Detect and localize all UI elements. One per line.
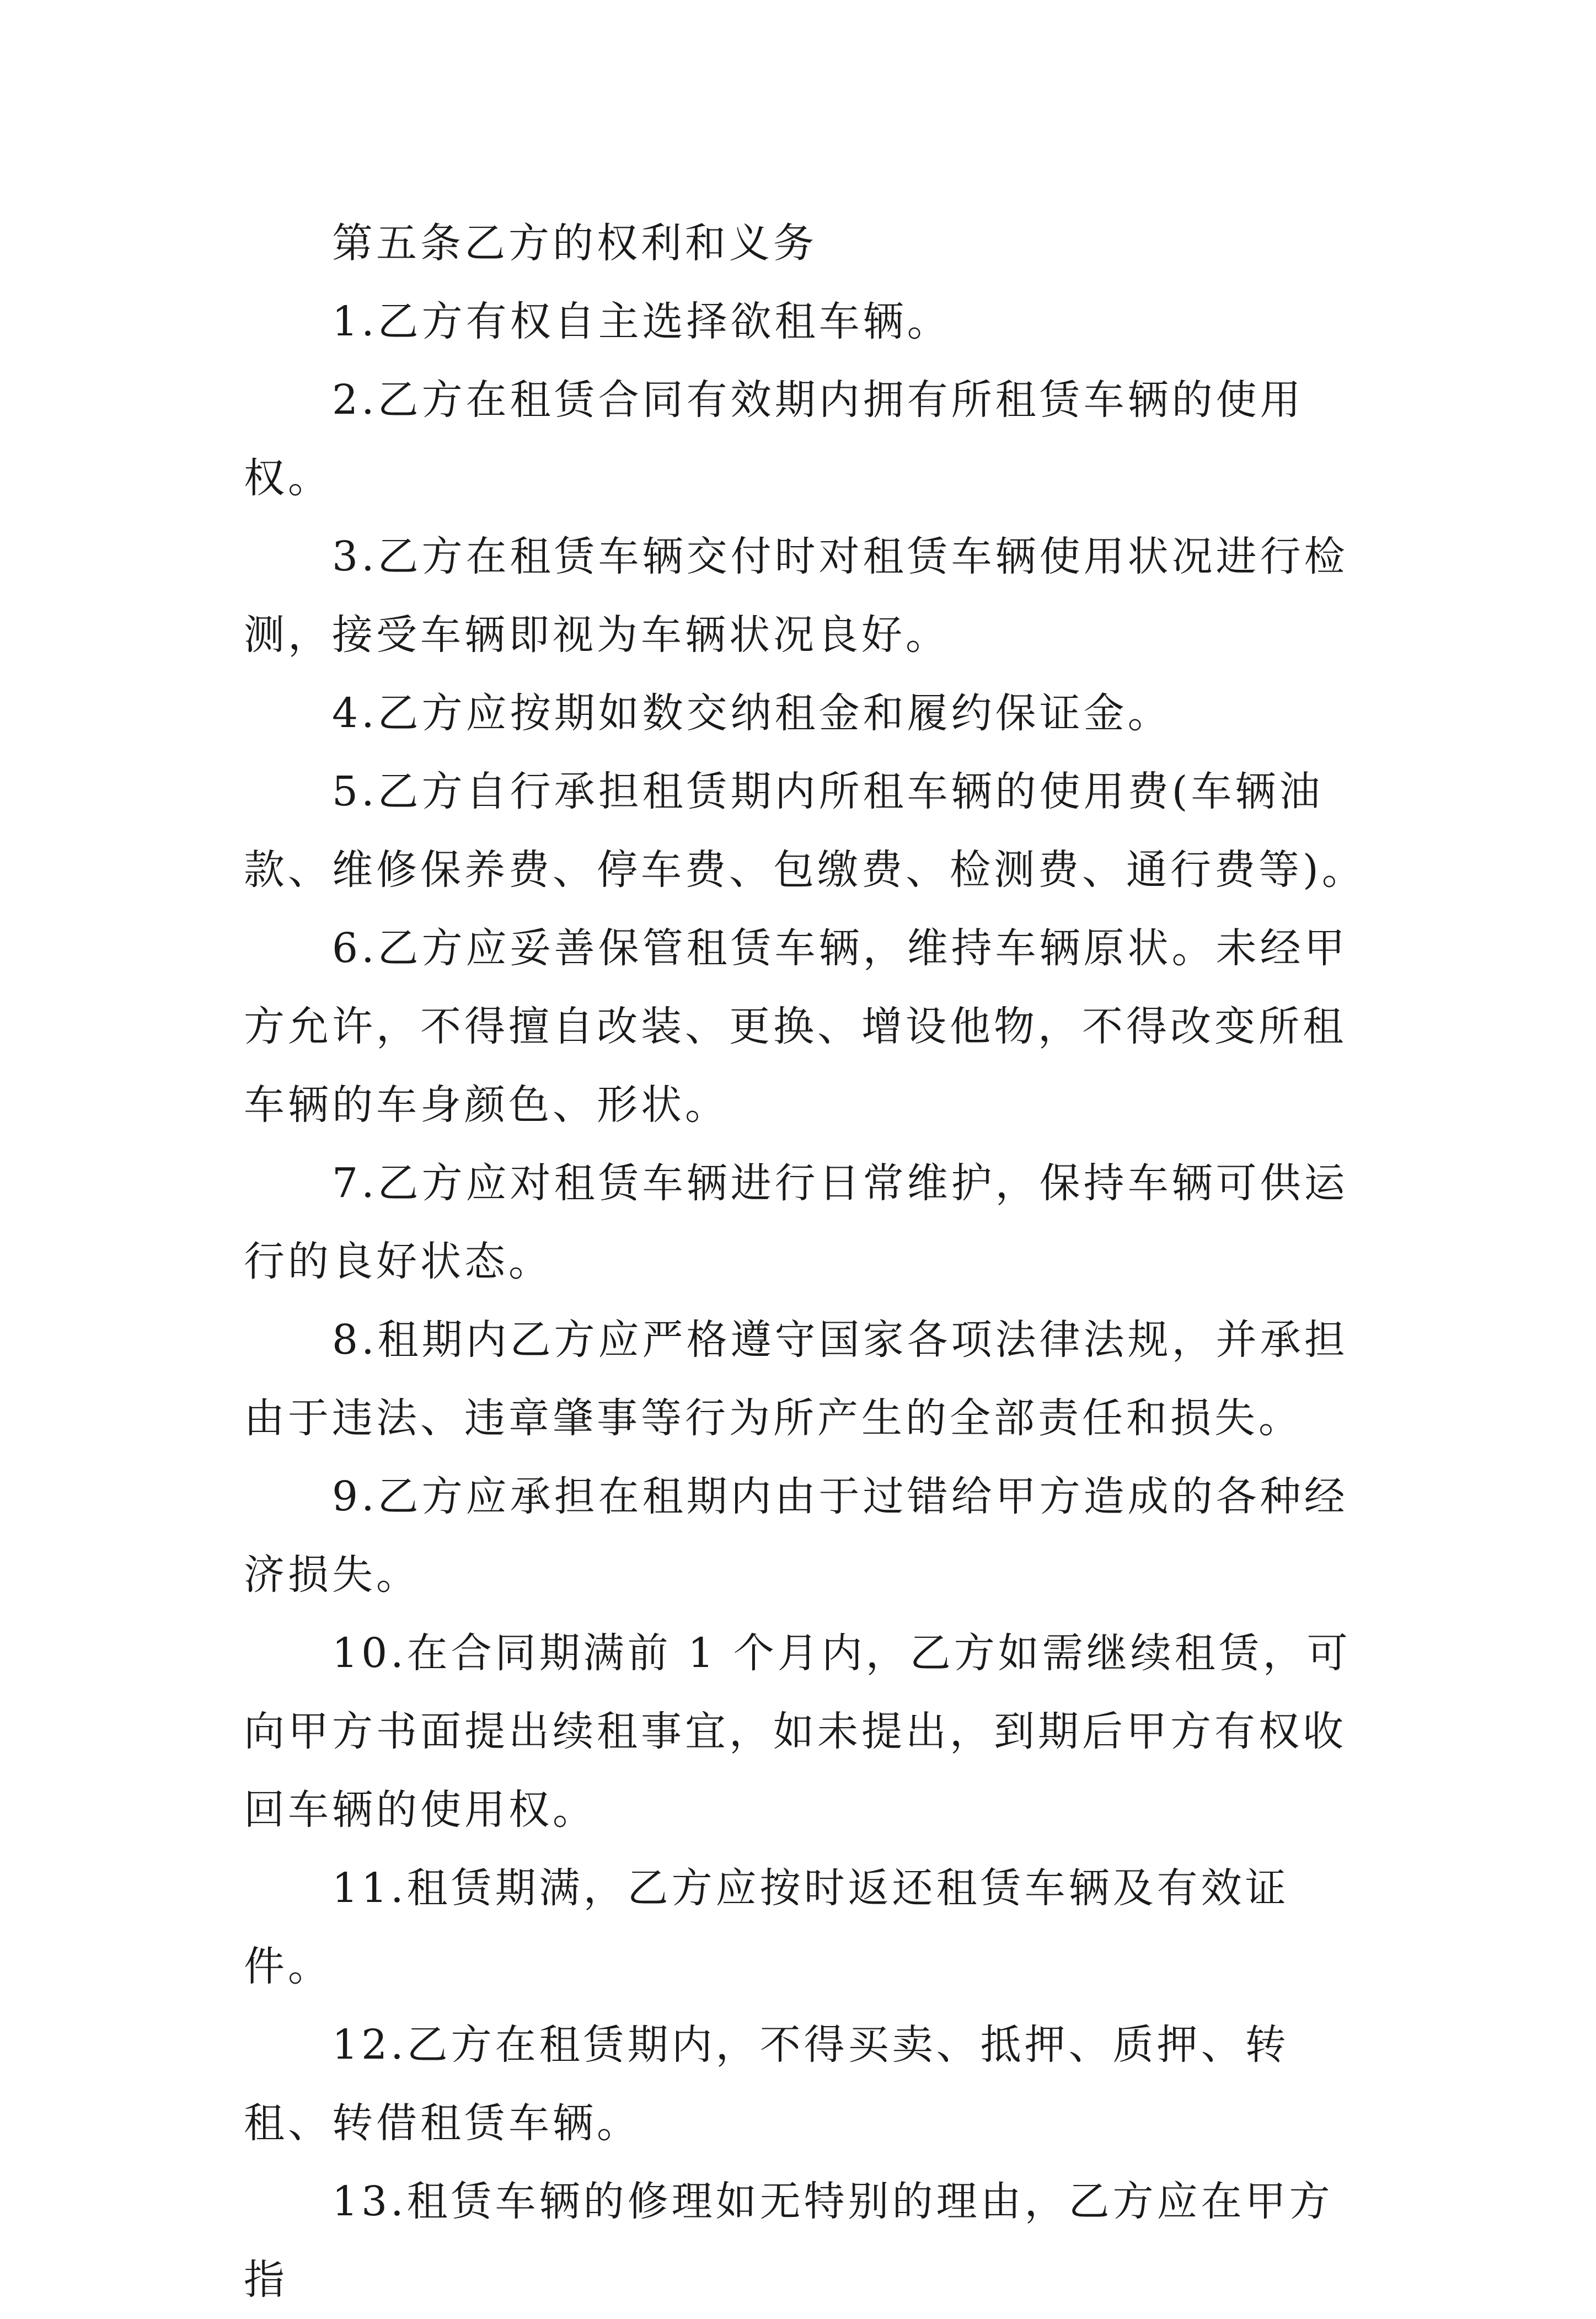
clause-paragraph: 9.乙方应承担在租期内由于过错给甲方造成的各种经济损失。	[244, 1473, 1348, 1599]
clause-paragraph: 5.乙方自行承担租赁期内所租车辆的使用费(车辆油款、维修保养费、停车费、包缴费、检测费、通行费等)。	[244, 768, 1366, 894]
clause-paragraph: 7.乙方应对租赁车辆进行日常维护，保持车辆可供运行的良好状态。	[244, 1160, 1348, 1285]
clause-paragraph: 1.乙方有权自主选择欲租车辆。	[332, 298, 951, 345]
document-body	[244, 204, 1369, 2319]
clause-paragraph: 6.乙方应妥善保管租赁车辆，维持车辆原状。未经甲方允许，不得擅自改装、更换、增设他物，不得改变所租车辆的车身颜色、形状。	[244, 925, 1348, 1129]
clause-paragraph: 12.乙方在租赁期内，不得买卖、抵押、质押、转租、转借租赁车辆。	[244, 2021, 1289, 2147]
clause-paragraph: 10.在合同期满前 1 个月内，乙方如需继续租赁，可向甲方书面提出续租事宜，如未提出，到期后甲方有权收回车辆的使用权。	[244, 1629, 1351, 1834]
clause-paragraph: 3.乙方在租赁车辆交付时对租赁车辆使用状况进行检测，接受车辆即视为车辆状况良好。	[244, 533, 1348, 659]
section-heading: 第五条乙方的权利和义务	[332, 220, 817, 267]
clause-paragraph: 4.乙方应按期如数交纳租金和履约保证金。	[332, 690, 1172, 737]
clause-paragraph: 8.租期内乙方应严格遵守国家各项法律法规，并承担由于违法、违章肇事等行为所产生的全部责任和损失。	[244, 1316, 1348, 1442]
clause-paragraph: 2.乙方在租赁合同有效期内拥有所租赁车辆的使用权。	[244, 376, 1304, 502]
clause-paragraph: 13.租赁车辆的修理如无特别的理由，乙方应在甲方指	[244, 2178, 1333, 2304]
clause-paragraph: 11.租赁期满，乙方应按时返还租赁车辆及有效证件。	[244, 1864, 1289, 1990]
